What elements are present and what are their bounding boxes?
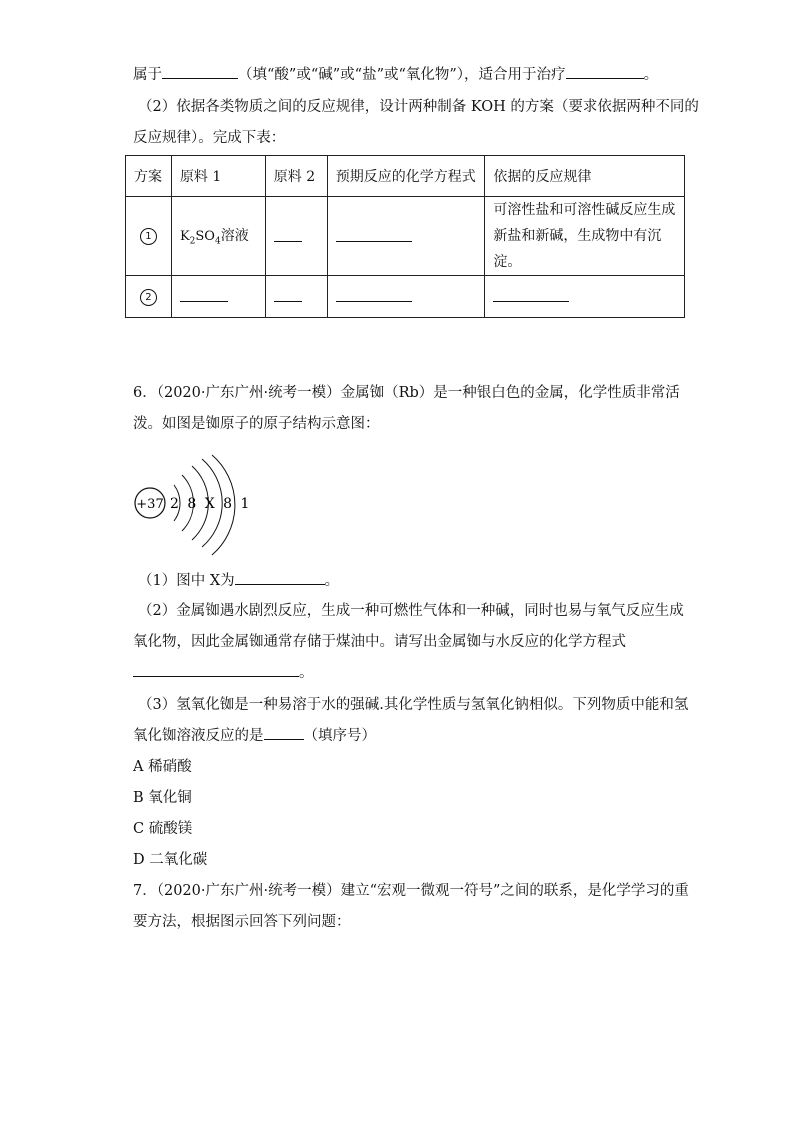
answer-blank[interactable] bbox=[274, 227, 302, 242]
nucleus-charge: +37 bbox=[136, 497, 164, 512]
answer-blank[interactable] bbox=[336, 287, 412, 302]
answer-blank[interactable] bbox=[493, 287, 569, 302]
question-6-line-1: 6．（2020·广东广州·统考一模）金属铷（Rb）是一种银白色的金属，化学性质非常活 bbox=[133, 385, 680, 401]
sub-question-2-line-1: （2）依据各类物质之间的反应规律，设计两种制备 KOH 的方案（要求依据两种不同的 bbox=[138, 99, 699, 115]
plan-number-cell bbox=[126, 197, 172, 276]
question-6-sub-3-line-1: （3）氢氧化铷是一种易溶于水的强碱.其化学性质与氢氧化钠相似。下列物质中能和氢 bbox=[138, 697, 689, 713]
answer-blank[interactable] bbox=[133, 662, 299, 677]
header-rule: 依据的反应规律 bbox=[485, 156, 685, 197]
plan-table bbox=[125, 155, 685, 318]
answer-blank[interactable] bbox=[566, 64, 644, 79]
answer-blank[interactable] bbox=[274, 287, 302, 302]
header-material-1: 原料 1 bbox=[171, 156, 265, 197]
question-6-line-2: 泼。如图是铷原子的原子结构示意图： bbox=[133, 416, 380, 432]
option-b[interactable]: B 氧化铜 bbox=[133, 790, 192, 806]
equation-cell bbox=[327, 276, 485, 318]
table-header-row bbox=[126, 156, 685, 197]
rule-cell bbox=[485, 276, 685, 318]
header-material-2: 原料 2 bbox=[265, 156, 327, 197]
formula-k2so4: $K_2SO_4$ bbox=[179, 229, 221, 247]
header-plan: 方案 bbox=[126, 156, 172, 197]
circled-number: 2 bbox=[140, 289, 157, 306]
question-6-sub-3-line-2: 氧化铷溶液反应的是 （填序号） bbox=[133, 725, 376, 746]
option-a[interactable]: A 稀硝酸 bbox=[133, 759, 192, 775]
sub-question-2-line-2: 反应规律）。完成下表： bbox=[133, 130, 286, 146]
question-6-sub-2-line-1: （2）金属铷遇水剧烈反应，生成一种可燃性气体和一种碱，同时也易与氧气反应生成 bbox=[138, 603, 684, 619]
rubidium-atom-structure-diagram bbox=[130, 455, 250, 560]
question-7-line-1: 7．（2020·广东广州·统考一模）建立“宏观一微观一符号”之间的联系，是化学学习的重 bbox=[133, 883, 689, 899]
answer-blank[interactable] bbox=[180, 287, 228, 302]
circled-number: 1 bbox=[140, 228, 157, 245]
material-2-cell bbox=[265, 197, 327, 276]
rule-cell: 可溶性盐和可溶性碱反应生成 新盐和新碱，生成物中有沉淀。 bbox=[485, 197, 685, 276]
table-row bbox=[126, 197, 685, 276]
answer-blank[interactable] bbox=[235, 570, 325, 585]
answer-blank[interactable] bbox=[264, 725, 304, 740]
header-equation: 预期反应的化学方程式 bbox=[327, 156, 485, 197]
material-1-cell: $K_2SO_4$溶液 bbox=[171, 197, 265, 276]
option-d[interactable]: D 二氧化碳 bbox=[133, 852, 208, 868]
shell-electron-counts: 2 8 X 8 1 bbox=[170, 496, 250, 512]
question-6-sub-1: （1）图中 X为 。 bbox=[138, 570, 339, 591]
answer-blank[interactable] bbox=[162, 64, 238, 79]
equation-cell bbox=[327, 197, 485, 276]
question-6-sub-2-line-2: 氧化物，因此金属铷通常存储于煤油中。请写出金属铷与水反应的化学方程式 bbox=[133, 634, 626, 650]
question-7-line-2: 要方法，根据图示回答下列问题： bbox=[133, 914, 351, 930]
material-1-cell bbox=[171, 276, 265, 318]
material-2-cell bbox=[265, 276, 327, 318]
question-6-sub-2-line-3: 。 bbox=[133, 662, 314, 683]
option-c[interactable]: C 硫酸镁 bbox=[133, 821, 193, 837]
top-line-1: 属于 （填“酸”或“碱”或“盐”或“氧化物”），适合用于治疗 。 bbox=[133, 64, 658, 85]
table-row bbox=[126, 276, 685, 318]
answer-blank[interactable] bbox=[336, 227, 412, 242]
plan-number-cell bbox=[126, 276, 172, 318]
